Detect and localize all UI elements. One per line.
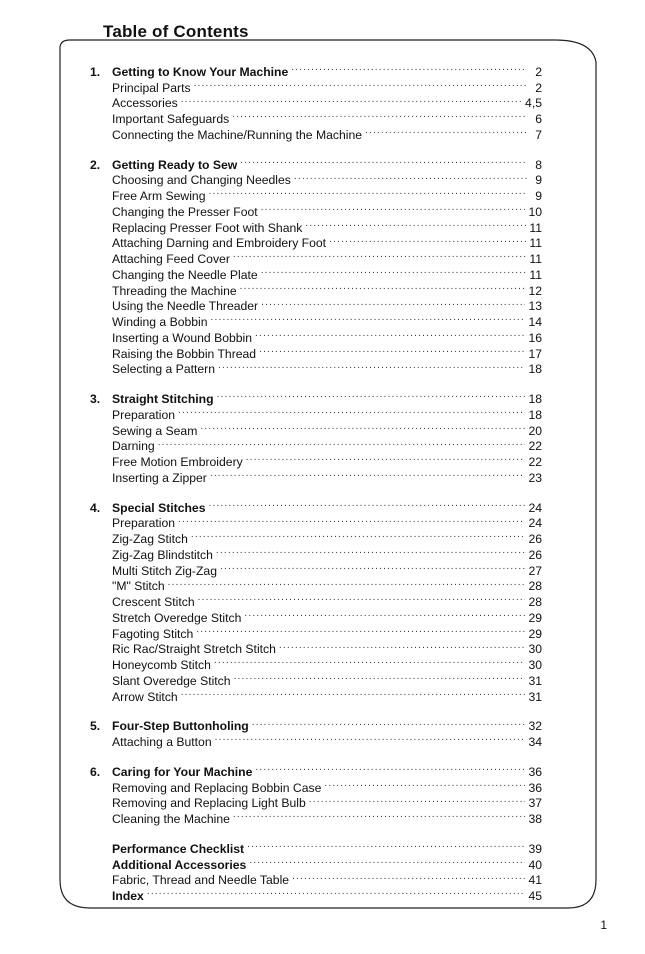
entry-label: Attaching Darning and Embroidery Foot — [112, 236, 327, 251]
entry-page-number: 39 — [528, 841, 542, 856]
dot-leader — [329, 232, 526, 248]
entry-label: Honeycomb Stitch — [112, 658, 211, 672]
entry-label: Using the Needle Threader — [112, 299, 259, 314]
entry-label: Four-Step Buttonholing — [112, 719, 249, 734]
entry-label: Crescent Stitch — [112, 595, 195, 609]
entry-page-number: 28 — [528, 579, 542, 594]
dot-leader — [240, 153, 527, 169]
entry-label: Choosing and Changing Needles — [112, 173, 291, 188]
dot-leader — [215, 730, 526, 746]
dot-leader — [217, 387, 526, 403]
dot-leader — [208, 496, 525, 512]
entry-page-number: 26 — [528, 532, 542, 546]
entry-label: Index — [112, 889, 144, 903]
entry-label: Free Motion Embroidery — [112, 455, 243, 469]
entry-page-number: 40 — [528, 857, 542, 872]
entry-label: Inserting a Zipper — [112, 470, 207, 485]
section-number: 6. — [90, 764, 101, 779]
toc-entry[interactable] — [90, 450, 542, 469]
entry-label: Zig-Zag Blindstitch — [112, 547, 213, 562]
entry-page-number: 22 — [528, 439, 542, 454]
entry-label: Getting Ready to Sew — [112, 157, 238, 172]
entry-page-number: 2 — [535, 64, 542, 79]
page-title: Table of Contents — [103, 22, 249, 41]
entry-page-number: 7 — [535, 127, 542, 142]
entry-page-number: 17 — [528, 346, 542, 361]
entry-page-number: 6 — [535, 112, 542, 126]
dot-leader — [208, 184, 527, 200]
entry-page-number: 22 — [528, 455, 542, 469]
dot-leader — [246, 450, 526, 466]
section-number: 2. — [90, 157, 101, 172]
toc-section — [90, 715, 542, 747]
entry-label: Principal Parts — [112, 80, 191, 95]
entry-page-number: 4,5 — [525, 96, 542, 111]
entry-page-number: 30 — [528, 658, 542, 672]
dot-leader — [200, 419, 525, 435]
section-heading[interactable] — [90, 60, 542, 79]
entry-label: Raising the Bobbin Thread — [112, 346, 257, 361]
dot-leader — [261, 295, 525, 311]
entry-label: Darning — [112, 439, 155, 454]
section-number: 1. — [90, 64, 101, 79]
entry-page-number: 29 — [528, 610, 542, 625]
dot-leader — [191, 527, 526, 543]
dot-leader — [309, 792, 526, 808]
entry-page-number: 8 — [535, 157, 542, 172]
entry-page-number: 37 — [528, 796, 542, 811]
entry-page-number: 31 — [528, 673, 542, 688]
dot-leader — [234, 669, 526, 685]
entry-page-number: 13 — [528, 299, 542, 314]
entry-page-number: 23 — [528, 470, 542, 485]
dot-leader — [181, 92, 522, 108]
toc-section — [90, 760, 542, 826]
entry-page-number: 41 — [528, 873, 542, 888]
entry-label: Replacing Presser Foot with Shank — [112, 220, 303, 235]
entry-label: Performance Checklist — [112, 841, 245, 856]
dot-leader — [232, 107, 527, 123]
dot-leader — [233, 807, 526, 823]
dot-leader — [220, 559, 525, 575]
entry-label: Winding a Bobbin — [112, 315, 208, 329]
entry-label: Preparation — [112, 407, 176, 422]
entry-label: Sewing a Seam — [112, 423, 198, 438]
entry-page-number: 31 — [528, 689, 542, 704]
entry-page-number: 2 — [535, 80, 542, 95]
entry-label: Changing the Presser Foot — [112, 204, 258, 219]
entry-label: Zig-Zag Stitch — [112, 532, 188, 546]
entry-page-number: 27 — [528, 563, 542, 578]
dot-leader — [168, 575, 526, 591]
dot-leader — [252, 715, 526, 731]
dot-leader — [216, 543, 526, 559]
entry-page-number: 30 — [528, 642, 542, 657]
dot-leader — [194, 76, 527, 92]
entry-label: Slant Overedge Stitch — [112, 673, 231, 688]
dot-leader — [211, 310, 526, 326]
dot-leader — [365, 123, 527, 139]
entry-label: Attaching Feed Cover — [112, 252, 230, 266]
entry-label: Ric Rac/Straight Stretch Stitch — [112, 642, 276, 657]
toc-entry[interactable] — [90, 837, 542, 856]
dot-leader — [196, 622, 525, 638]
entry-page-number: 9 — [535, 173, 542, 188]
toc-section — [90, 60, 542, 142]
dot-leader — [292, 869, 525, 885]
entry-page-number: 11 — [529, 252, 542, 266]
section-number: 5. — [90, 719, 101, 734]
entry-label: Threading the Machine — [112, 283, 237, 298]
entry-label: Getting to Know Your Machine — [112, 64, 289, 79]
entry-page-number: 36 — [528, 780, 542, 795]
entry-label: Preparation — [112, 516, 176, 531]
dot-leader — [198, 590, 526, 606]
entry-label: Important Safeguards — [112, 112, 230, 126]
dot-leader — [305, 216, 526, 232]
dot-leader — [259, 342, 525, 358]
toc-section — [90, 153, 542, 377]
entry-page-number: 24 — [528, 500, 542, 515]
entry-page-number: 24 — [528, 516, 542, 531]
entry-label: Attaching a Button — [112, 735, 212, 749]
dot-leader — [249, 853, 525, 869]
entry-page-number: 29 — [528, 626, 542, 641]
entry-label: Stretch Overedge Stitch — [112, 610, 242, 625]
dot-leader — [233, 247, 526, 263]
entry-page-number: 18 — [528, 392, 542, 406]
dot-leader — [210, 466, 526, 482]
dot-leader — [291, 60, 527, 76]
entry-page-number: 28 — [528, 595, 542, 609]
entry-label: Inserting a Wound Bobbin — [112, 330, 253, 345]
section-heading[interactable] — [90, 496, 542, 515]
dot-leader — [294, 169, 527, 185]
entry-page-number: 36 — [528, 764, 542, 779]
entry-label: Special Stitches — [112, 500, 206, 515]
section-heading[interactable] — [90, 760, 542, 779]
entry-label: Multi Stitch Zig-Zag — [112, 563, 217, 578]
entry-label: Removing and Replacing Bobbin Case — [112, 780, 322, 795]
dot-leader — [214, 653, 526, 669]
entry-label: Changing the Needle Plate — [112, 267, 258, 282]
section-heading[interactable] — [90, 715, 542, 734]
dot-leader — [324, 776, 525, 792]
dot-leader — [255, 326, 525, 342]
toc-entry[interactable] — [90, 884, 542, 903]
entry-page-number: 10 — [528, 204, 542, 219]
entry-page-number: 16 — [528, 330, 542, 345]
dot-leader — [218, 358, 525, 374]
toc-entry[interactable] — [90, 435, 542, 454]
entry-page-number: 32 — [528, 719, 542, 734]
entry-page-number: 45 — [528, 889, 542, 903]
entry-label: "M" Stitch — [112, 579, 165, 594]
dot-leader — [181, 685, 526, 701]
entry-page-number: 11 — [529, 220, 542, 235]
dot-leader — [240, 279, 526, 295]
entry-label: Accessories — [112, 96, 178, 111]
table-of-contents — [90, 60, 542, 914]
entry-page-number: 18 — [528, 362, 542, 377]
entry-page-number: 34 — [528, 735, 542, 749]
entry-label: Connecting the Machine/Running the Machine — [112, 127, 363, 142]
entry-label: Additional Accessories — [112, 857, 247, 872]
entry-page-number: 11 — [529, 267, 542, 282]
dot-leader — [158, 435, 526, 451]
entry-page-number: 9 — [535, 189, 542, 203]
entry-label: Fagoting Stitch — [112, 626, 194, 641]
entry-label: Selecting a Pattern — [112, 362, 215, 377]
entry-label: Cleaning the Machine — [112, 812, 230, 826]
dot-leader — [178, 403, 525, 419]
entry-page-number: 18 — [528, 407, 542, 422]
entry-page-number: 38 — [528, 812, 542, 826]
page-number: 1 — [600, 918, 607, 932]
entry-label: Arrow Stitch — [112, 689, 178, 704]
entry-label: Caring for Your Machine — [112, 764, 253, 779]
entry-label: Removing and Replacing Light Bulb — [112, 796, 306, 811]
dot-leader — [178, 512, 525, 528]
entry-label: Free Arm Sewing — [112, 189, 206, 203]
dot-leader — [261, 263, 527, 279]
section-number: 3. — [90, 392, 101, 406]
entry-page-number: 14 — [528, 315, 542, 329]
dot-leader — [255, 760, 525, 776]
section-number: 4. — [90, 500, 101, 515]
section-heading[interactable] — [90, 153, 542, 172]
dot-leader — [279, 638, 526, 654]
dot-leader — [261, 200, 526, 216]
section-heading[interactable] — [90, 387, 542, 406]
dot-leader — [147, 884, 526, 900]
toc-appendix — [90, 837, 542, 903]
entry-page-number: 12 — [528, 283, 542, 298]
entry-page-number: 20 — [528, 423, 542, 438]
toc-section — [90, 387, 542, 485]
dot-leader — [244, 606, 525, 622]
toc-section — [90, 496, 542, 704]
entry-label: Fabric, Thread and Needle Table — [112, 873, 290, 888]
entry-page-number: 26 — [528, 547, 542, 562]
dot-leader — [247, 837, 525, 853]
entry-page-number: 11 — [529, 236, 542, 251]
entry-label: Straight Stitching — [112, 392, 214, 406]
